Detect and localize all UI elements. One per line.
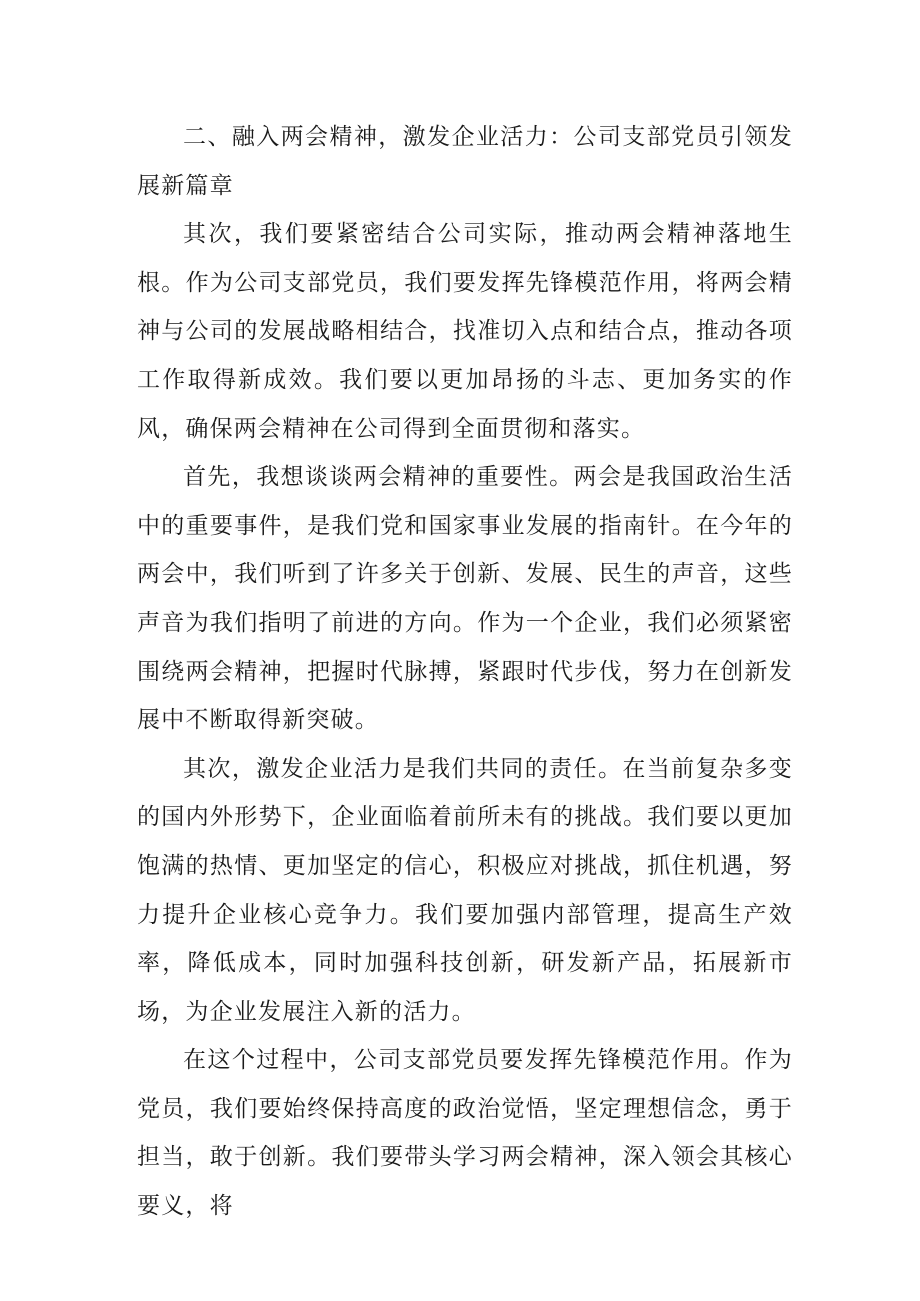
paragraph: 其次，激发企业活力是我们共同的责任。在当前复杂多变的国内外形势下，企业面临着前所未有的挑战。我们要以更加饱满的热情、更加坚定的信心，积极应对挑战，抓住机遇，努力提升企业核心竞争力。我们要加强内部管理，提高生产效率，降低成本，同时加强科技创新，研发新产品，拓展新市场，为企业发展注入新的活力。 bbox=[137, 755, 793, 1025]
document-body bbox=[137, 113, 793, 1231]
paragraph: 在这个过程中，公司支部党员要发挥先锋模范作用。作为党员，我们要始终保持高度的政治觉悟，坚定理想信念，勇于担当，敢于创新。我们要带头学习两会精神，深入领会其核心要义，将 bbox=[137, 1047, 793, 1220]
paragraph: 其次，我们要紧密结合公司实际，推动两会精神落地生根。作为公司支部党员，我们要发挥先锋模范作用，将两会精神与公司的发展战略相结合，找准切入点和结合点，推动各项工作取得新成效。我们要以更加昂扬的斗志、更加务实的作风，确保两会精神在公司得到全面贯彻和落实。 bbox=[137, 221, 793, 442]
section-heading: 二、融入两会精神，激发企业活力：公司支部党员引领发展新篇章 bbox=[137, 124, 793, 199]
paragraph: 首先，我想谈谈两会精神的重要性。两会是我国政治生活中的重要事件，是我们党和国家事业发展的指南针。在今年的两会中，我们听到了许多关于创新、发展、民生的声音，这些声音为我们指明了前进的方向。作为一个企业，我们必须紧密围绕两会精神，把握时代脉搏，紧跟时代步伐，努力在创新发展中不断取得新突破。 bbox=[137, 464, 793, 734]
